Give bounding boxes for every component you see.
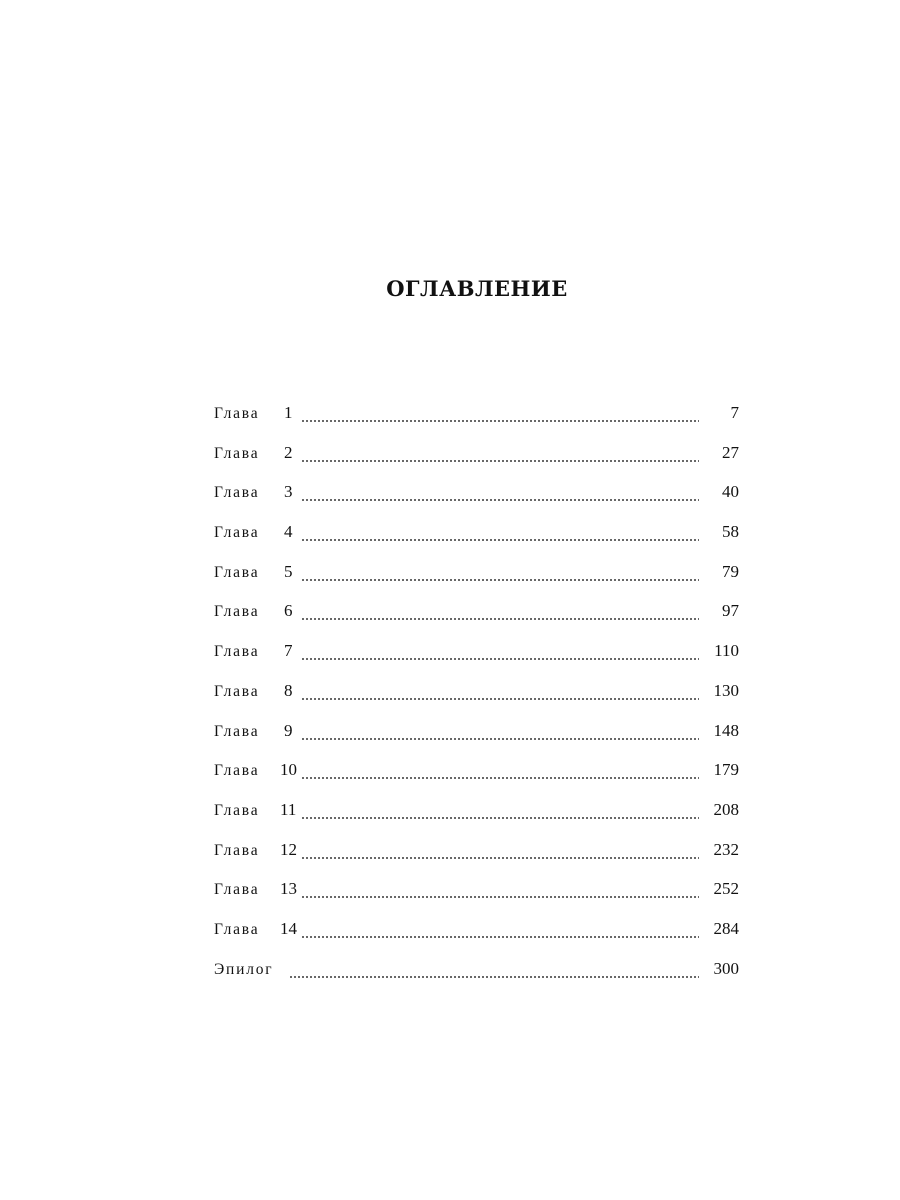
entry-number: 5 xyxy=(284,561,293,581)
entry-page-number: 40 xyxy=(722,482,739,502)
dot-leader xyxy=(301,936,699,938)
entry-label xyxy=(214,638,292,665)
entry-label xyxy=(214,718,292,745)
entry-page-number: 284 xyxy=(713,918,739,938)
entry-word: Глава xyxy=(214,762,260,780)
entry-page-number: 300 xyxy=(713,958,739,978)
dot-leader xyxy=(301,896,699,898)
toc-entry-chapter-6[interactable] xyxy=(214,598,739,638)
entry-word: Глава xyxy=(214,801,260,819)
dot-leader xyxy=(301,579,699,581)
entry-number: 3 xyxy=(284,482,293,502)
dot-leader xyxy=(301,817,699,819)
toc-entry-chapter-9[interactable] xyxy=(214,718,739,758)
entry-word: Глава xyxy=(214,524,260,542)
toc-title: ОГЛАВЛЕНИЕ xyxy=(386,276,568,301)
dot-leader xyxy=(301,499,699,501)
dot-leader xyxy=(301,698,699,700)
entry-number: 14 xyxy=(280,918,297,938)
entry-page-number: 148 xyxy=(713,720,739,740)
entry-label xyxy=(214,916,297,943)
entry-number: 10 xyxy=(280,760,297,780)
dot-leader xyxy=(301,420,699,422)
toc-entry-chapter-3[interactable] xyxy=(214,479,739,519)
toc-entry-chapter-8[interactable] xyxy=(214,678,739,718)
entry-page-number: 79 xyxy=(722,561,739,581)
dot-leader xyxy=(289,976,699,978)
toc-entry-chapter-4[interactable] xyxy=(214,519,739,559)
dot-leader xyxy=(301,460,699,462)
entry-label xyxy=(214,559,292,586)
entry-number: 6 xyxy=(284,601,293,621)
entry-number: 9 xyxy=(284,720,293,740)
entry-word: Глава xyxy=(214,920,260,938)
entry-number: 8 xyxy=(284,680,293,700)
entry-word: Глава xyxy=(214,563,260,581)
entry-label xyxy=(214,479,292,506)
entry-label xyxy=(214,598,292,625)
entry-page-number: 232 xyxy=(713,839,739,859)
toc-entry-chapter-1[interactable] xyxy=(214,400,739,440)
dot-leader xyxy=(301,857,699,859)
entry-page-number: 208 xyxy=(713,799,739,819)
entry-word: Глава xyxy=(214,682,260,700)
dot-leader xyxy=(301,777,699,779)
entry-number: 11 xyxy=(280,799,297,819)
toc-entry-chapter-5[interactable] xyxy=(214,559,739,599)
entry-word: Глава xyxy=(214,722,260,740)
entry-number: 12 xyxy=(280,839,297,859)
entry-word: Глава xyxy=(214,841,260,859)
entry-number: 4 xyxy=(284,522,293,542)
entry-word: Эпилог xyxy=(214,960,274,978)
entry-word: Глава xyxy=(214,484,260,502)
toc-list xyxy=(214,400,739,995)
entry-label xyxy=(214,400,292,427)
toc-entry-chapter-13[interactable] xyxy=(214,876,739,916)
toc-entry-chapter-12[interactable] xyxy=(214,837,739,877)
toc-entry-chapter-10[interactable] xyxy=(214,757,739,797)
dot-leader xyxy=(301,738,699,740)
entry-label xyxy=(214,757,297,784)
entry-word: Глава xyxy=(214,444,260,462)
entry-page-number: 7 xyxy=(730,403,739,422)
entry-page-number: 27 xyxy=(722,442,739,462)
entry-word: Глава xyxy=(214,643,260,661)
entry-page-number: 58 xyxy=(722,522,739,542)
entry-page-number: 110 xyxy=(714,641,739,661)
entry-word: Глава xyxy=(214,881,260,899)
toc-entry-chapter-7[interactable] xyxy=(214,638,739,678)
entry-label xyxy=(214,797,296,824)
dot-leader xyxy=(301,658,699,660)
entry-number: 1 xyxy=(284,403,293,422)
entry-label xyxy=(214,876,297,903)
entry-page-number: 179 xyxy=(713,760,739,780)
entry-label xyxy=(214,519,292,546)
entry-label xyxy=(214,837,297,864)
entry-page-number: 252 xyxy=(713,879,739,899)
dot-leader xyxy=(301,539,699,541)
entry-number: 7 xyxy=(284,641,293,661)
entry-word: Глава xyxy=(214,405,260,422)
dot-leader xyxy=(301,618,699,620)
entry-number: 13 xyxy=(280,879,297,899)
toc-entry-chapter-14[interactable] xyxy=(214,916,739,956)
entry-label xyxy=(214,678,292,705)
toc-entry-epilogue[interactable] xyxy=(214,956,739,996)
entry-label xyxy=(214,440,292,467)
toc-entry-chapter-11[interactable] xyxy=(214,797,739,837)
entry-word: Глава xyxy=(214,603,260,621)
entry-label xyxy=(214,956,273,983)
entry-number: 2 xyxy=(284,442,293,462)
entry-page-number: 130 xyxy=(713,680,739,700)
toc-entry-chapter-2[interactable] xyxy=(214,440,739,480)
entry-page-number: 97 xyxy=(722,601,739,621)
